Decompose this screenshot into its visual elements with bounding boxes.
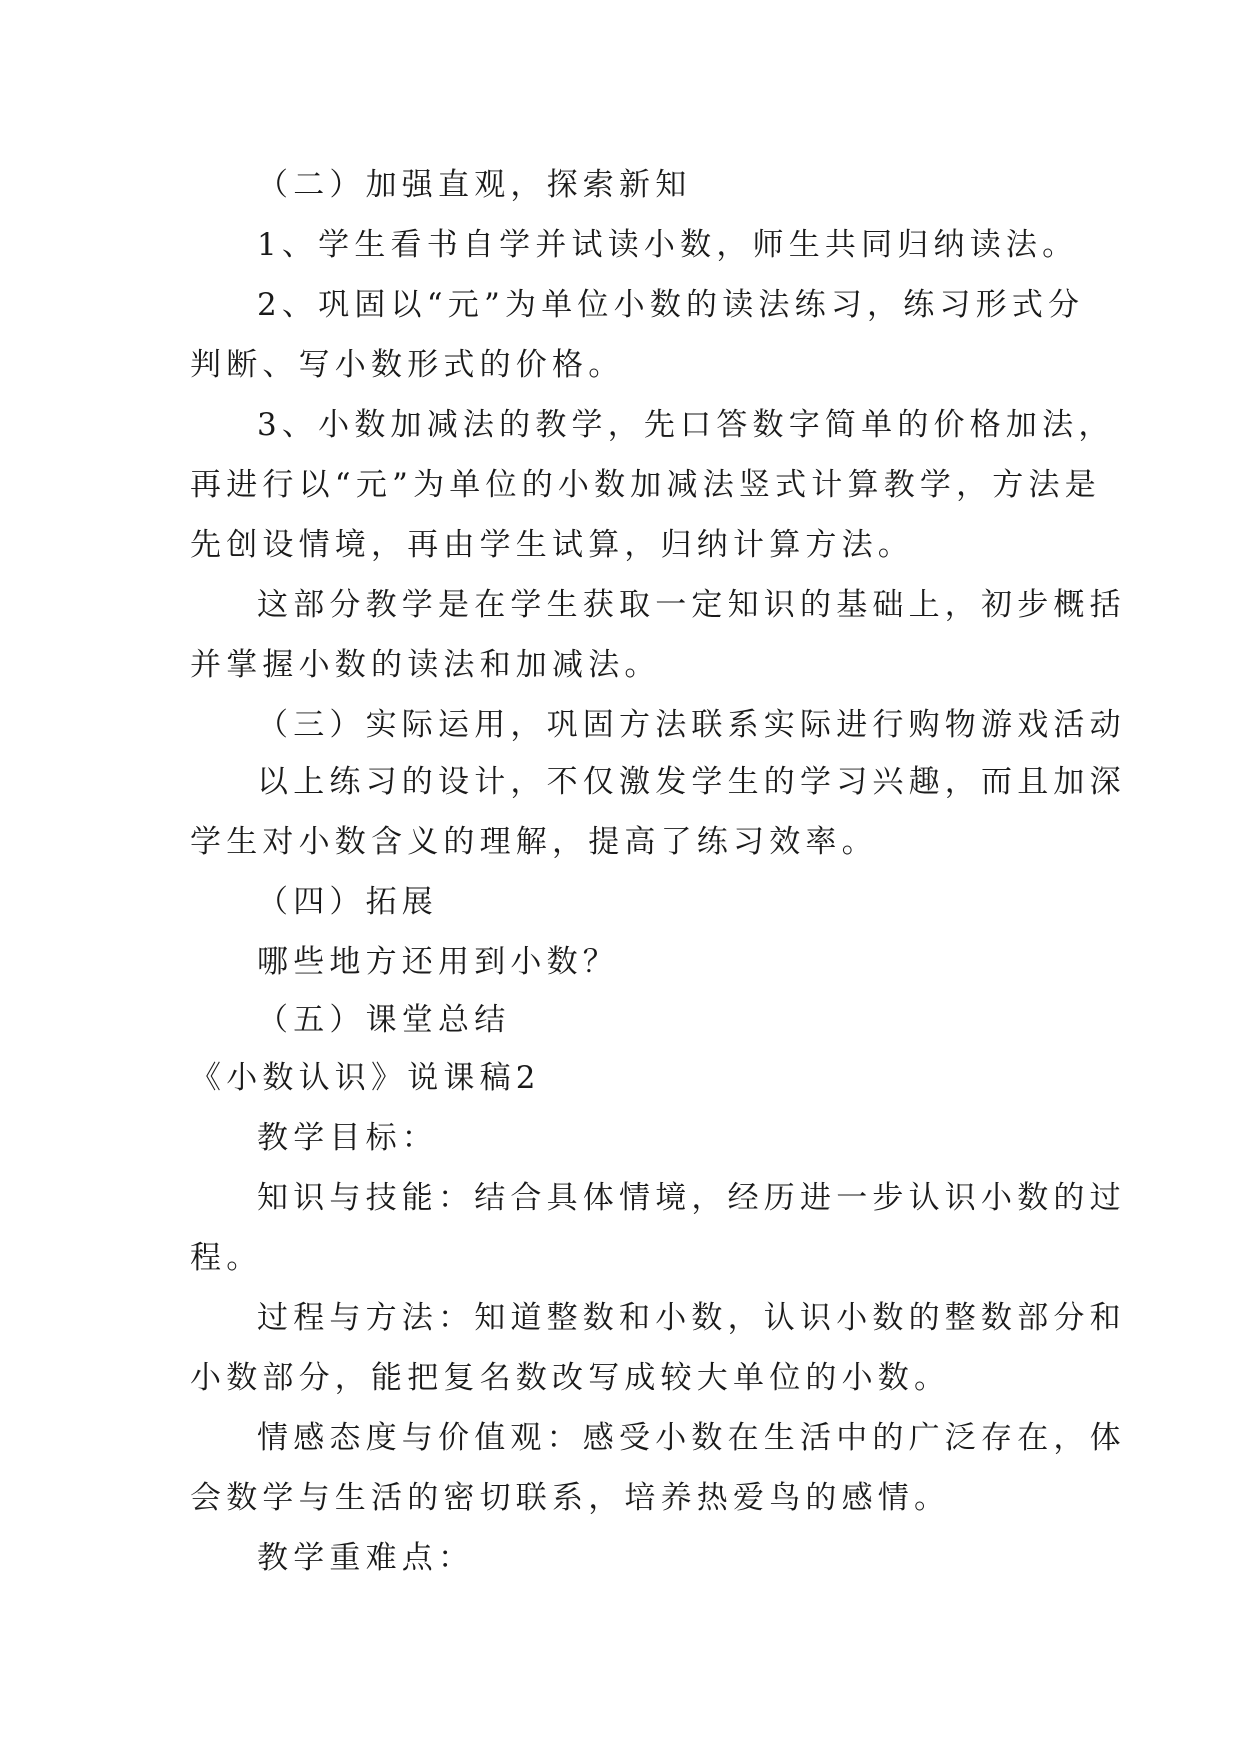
paragraph-line: 再进行以“元”为单位的小数加减法竖式计算教学，方法是 [190, 467, 1101, 503]
paragraph-line: 并掌握小数的读法和加减法。 [190, 647, 661, 683]
section-heading-5: （五）课堂总结 [257, 1002, 511, 1038]
paragraph-line: 2、巩固以“元”为单位小数的读法练习，练习形式分 [257, 287, 1085, 323]
section-heading-3: （三）实际运用，巩固方法联系实际进行购物游戏活动 [257, 707, 1126, 743]
section-heading-4: （四）拓展 [257, 884, 438, 920]
paragraph-line: 程。 [190, 1240, 263, 1276]
paragraph-line: 知识与技能：结合具体情境，经历进一步认识小数的过 [257, 1180, 1126, 1216]
paragraph-line: 教学重难点： [257, 1540, 475, 1576]
paragraph-line: 教学目标： [257, 1120, 438, 1156]
paragraph-line: 会数学与生活的密切联系，培养热爱鸟的感情。 [190, 1480, 951, 1516]
paragraph-line: 这部分教学是在学生获取一定知识的基础上，初步概括 [257, 587, 1126, 623]
paragraph-line: 3、小数加减法的教学，先口答数字简单的价格加法， [257, 407, 1115, 443]
paragraph-line: 小数部分，能把复名数改写成较大单位的小数。 [190, 1360, 951, 1396]
paragraph-line: 1、学生看书自学并试读小数，师生共同归纳读法。 [257, 227, 1079, 263]
section-heading-2: （二）加强直观，探索新知 [257, 167, 692, 203]
paragraph-line: 先创设情境，再由学生试算，归纳计算方法。 [190, 527, 914, 563]
paragraph-line: 判断、写小数形式的价格。 [190, 347, 625, 383]
paragraph-line: 情感态度与价值观：感受小数在生活中的广泛存在，体 [257, 1420, 1126, 1456]
paragraph-line: 学生对小数含义的理解，提高了练习效率。 [190, 824, 878, 860]
paragraph-line: 过程与方法：知道整数和小数，认识小数的整数部分和 [257, 1300, 1126, 1336]
document-title: 《小数认识》说课稿2 [190, 1060, 541, 1096]
paragraph-line: 哪些地方还用到小数？ [257, 944, 619, 980]
paragraph-line: 以上练习的设计，不仅激发学生的学习兴趣，而且加深 [257, 764, 1126, 800]
